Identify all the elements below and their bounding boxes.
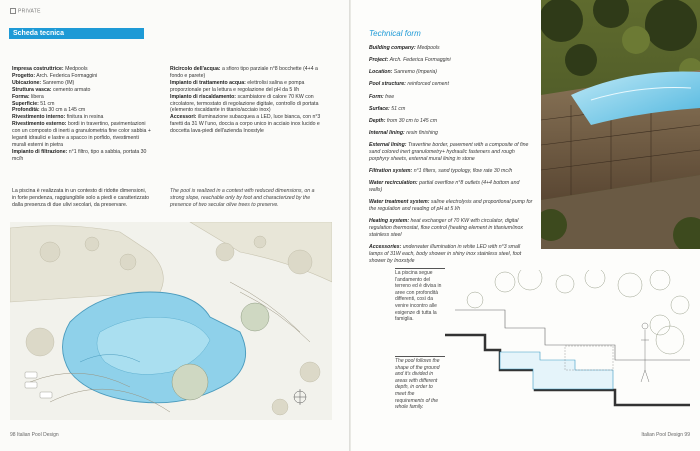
spec-label: Depth: xyxy=(369,117,386,124)
spec-value: Arch. Federica Formaggini xyxy=(389,57,451,64)
spec-column-italian xyxy=(12,66,152,163)
pool-site-plan xyxy=(10,222,332,420)
spec-item xyxy=(170,80,328,94)
spec-item xyxy=(12,101,152,108)
left-page xyxy=(0,0,349,451)
spec-label: Impianto di filtrazione: xyxy=(12,148,68,155)
spec-value: Arch. Federica Formaggini xyxy=(36,72,98,79)
spec-label: Location: xyxy=(369,69,393,76)
spec-label: Progetto: xyxy=(12,72,36,79)
spec-value: Travertine border, pavement with a composite of fine sand colored inert granulometry+ hydraulic fasteners and rough porphyry sheets, external mural lining in stone xyxy=(369,141,529,162)
spec-value: n°1 filters, sand typology, flow rate 30 mc/h xyxy=(413,167,513,174)
description-english: The pool is realized in a context with reduced dimensions, on a strong slope, reachable only by foot and characterized by the presence of two secular olive trees to preserve. xyxy=(170,188,315,208)
spec-value: saline electrolysis and proportional pump for the regulation and reading of pH at 5 l/h xyxy=(369,198,533,212)
spec-item xyxy=(369,57,533,64)
spec-label: Ricircolo dell'acqua: xyxy=(170,66,221,72)
spec-item xyxy=(12,94,152,101)
spec-item xyxy=(369,118,533,125)
spec-value: partial overflow n°8 outlets (4+4 bottom and walls) xyxy=(369,179,520,193)
spec-item xyxy=(170,94,328,115)
spec-label: Accessori: xyxy=(170,114,197,121)
spec-item xyxy=(12,121,152,149)
spec-value: from 30 cm to 145 cm xyxy=(386,117,438,124)
spec-item xyxy=(369,106,533,113)
square-icon xyxy=(10,8,16,14)
caption-divider-bottom xyxy=(395,356,445,357)
spec-item xyxy=(12,80,152,87)
spec-value: Medpools xyxy=(65,66,88,72)
spec-label: Water treatment system: xyxy=(369,198,430,205)
spec-item xyxy=(12,73,152,80)
spec-label: Internal lining: xyxy=(369,129,405,136)
spec-label: Rivestimento esterno: xyxy=(12,121,67,128)
spec-item xyxy=(369,180,533,194)
spec-value: n°1 filtro, tipo a sabbia, portata 30 mc/h xyxy=(12,148,147,162)
spec-item xyxy=(369,130,533,137)
spec-value: elettrolisi salina e pompa proporzionale per la lettura e regolazione del pH da 5 l/h xyxy=(170,79,305,93)
spec-item xyxy=(369,199,533,213)
spec-item xyxy=(369,218,533,239)
spec-label: Struttura vasca: xyxy=(12,86,52,93)
caption-english: The pool follows the shape of the ground and it's divided in areas with different depth, in order to meet the requirements of the whole family. xyxy=(395,358,440,411)
spec-value: da 30 cm a 145 cm xyxy=(41,107,86,114)
spec-value: Sanremo (Imperia) xyxy=(393,69,438,76)
technical-form-list xyxy=(369,40,533,270)
spec-value: free xyxy=(385,93,395,100)
spec-value: 51 cm xyxy=(40,100,55,107)
spec-item xyxy=(12,114,152,121)
spec-value: a sfioro tipo parziale n°8 bocchette (4+4 a fondo e parete) xyxy=(170,66,318,79)
spec-value: finitura in resina xyxy=(66,114,104,121)
spec-item xyxy=(369,45,533,52)
spec-item xyxy=(369,81,533,88)
spec-label: Superficie: xyxy=(12,100,39,107)
spec-label: Pool structure: xyxy=(369,81,406,88)
section-tag xyxy=(10,8,41,14)
spec-label: Project: xyxy=(369,57,389,64)
spec-label: External lining: xyxy=(369,141,407,148)
spec-value: Sanremo (IM) xyxy=(42,79,75,86)
spec-item xyxy=(369,69,533,76)
spec-item xyxy=(170,114,328,135)
spec-label: Ubicazione: xyxy=(12,79,42,86)
page-folio-right: Italian Pool Design 99 xyxy=(641,432,690,438)
spec-label: Building company: xyxy=(369,45,416,52)
spec-value: 51 cm xyxy=(391,105,406,112)
section-tag-label: PRIVATE xyxy=(18,8,41,15)
description-italian: La piscina è realizzata in un contesto di ridotte dimensioni, in forte pendenza, raggiungibile solo a piedi e caratterizzato dalla presenza di due ulivi secolari, da preservare. xyxy=(12,188,149,208)
spec-label: Heating system: xyxy=(369,217,410,224)
pool-cross-section-drawing xyxy=(445,270,690,420)
spec-value: cemento armato xyxy=(52,86,91,93)
spec-value: illuminazione subacquea a LED, luce bianca, con n°3 faretti da 31 W l'uno, doccia a corpo unico in acciaio inox lucido e doccetta lava-piedi dell'azienda Inoxstyle xyxy=(170,114,321,135)
technical-form-title: Technical form xyxy=(369,29,421,38)
spec-value: Medpools xyxy=(417,45,440,52)
spec-label: Surface: xyxy=(369,105,390,112)
spec-label: Rivestimento interno: xyxy=(12,114,66,121)
spec-value: bordi in travertino, pavimentazioni con un composto di inerti a granulometria fine color sabbia + leganti idraulici e lastre a spacco in porfido, rivestimenti murali esterni in pietra xyxy=(12,121,151,148)
spec-item xyxy=(369,94,533,101)
spec-value: libera xyxy=(31,93,44,100)
spec-label: Accessories: xyxy=(369,243,402,250)
spec-value: scambiatore di calore 70 KW con circolatore, termostato di regolazione digitale, controllo di portata (elemento riscaldante in titanio/acciaio inox) xyxy=(170,93,319,114)
spec-label: Impianto di trattamento acqua: xyxy=(170,79,246,86)
scheda-tecnica-header: Scheda tecnica xyxy=(9,28,144,39)
spec-label: Impianto di riscaldamento: xyxy=(170,93,237,100)
spec-value: heat exchanger of 70 KW with circulator, digital regulation thermostat, flow control (heating element in titanium/inox stainless steel xyxy=(369,217,523,238)
spec-label: Forma: xyxy=(12,93,30,100)
caption-divider-top xyxy=(395,268,445,269)
spec-label: Profondità: xyxy=(12,107,40,114)
spec-label: Filtration system: xyxy=(369,167,413,174)
spec-value: resin finishing xyxy=(406,129,438,136)
spec-item xyxy=(12,87,152,94)
spec-item xyxy=(12,107,152,114)
spec-value: underwater illumination in white LED with n°3 small lamps of 31W each, body shower in shiny inox stainless steel, foot shower by Inoxstyle xyxy=(369,243,522,264)
spec-item xyxy=(170,66,328,80)
spec-item xyxy=(369,168,533,175)
spec-item xyxy=(369,244,533,265)
spec-item xyxy=(12,149,152,163)
spec-label: Form: xyxy=(369,93,384,100)
spec-column-italian-2 xyxy=(170,66,328,135)
spec-item xyxy=(12,66,152,73)
page-folio-left: 98 Italian Pool Design xyxy=(10,432,59,438)
caption-italian: La piscina segue l'andamento del terreno ed è divisa in aree con profondità differenti, così da venire incontro alle esigenze di tutta la famiglia. xyxy=(395,270,442,323)
spec-value: reinforced cement xyxy=(407,81,449,88)
spec-label: Water recirculation: xyxy=(369,179,418,186)
spec-item xyxy=(369,142,533,163)
spec-label: Impresa costruttrice: xyxy=(12,66,64,72)
pool-photo xyxy=(541,0,700,249)
